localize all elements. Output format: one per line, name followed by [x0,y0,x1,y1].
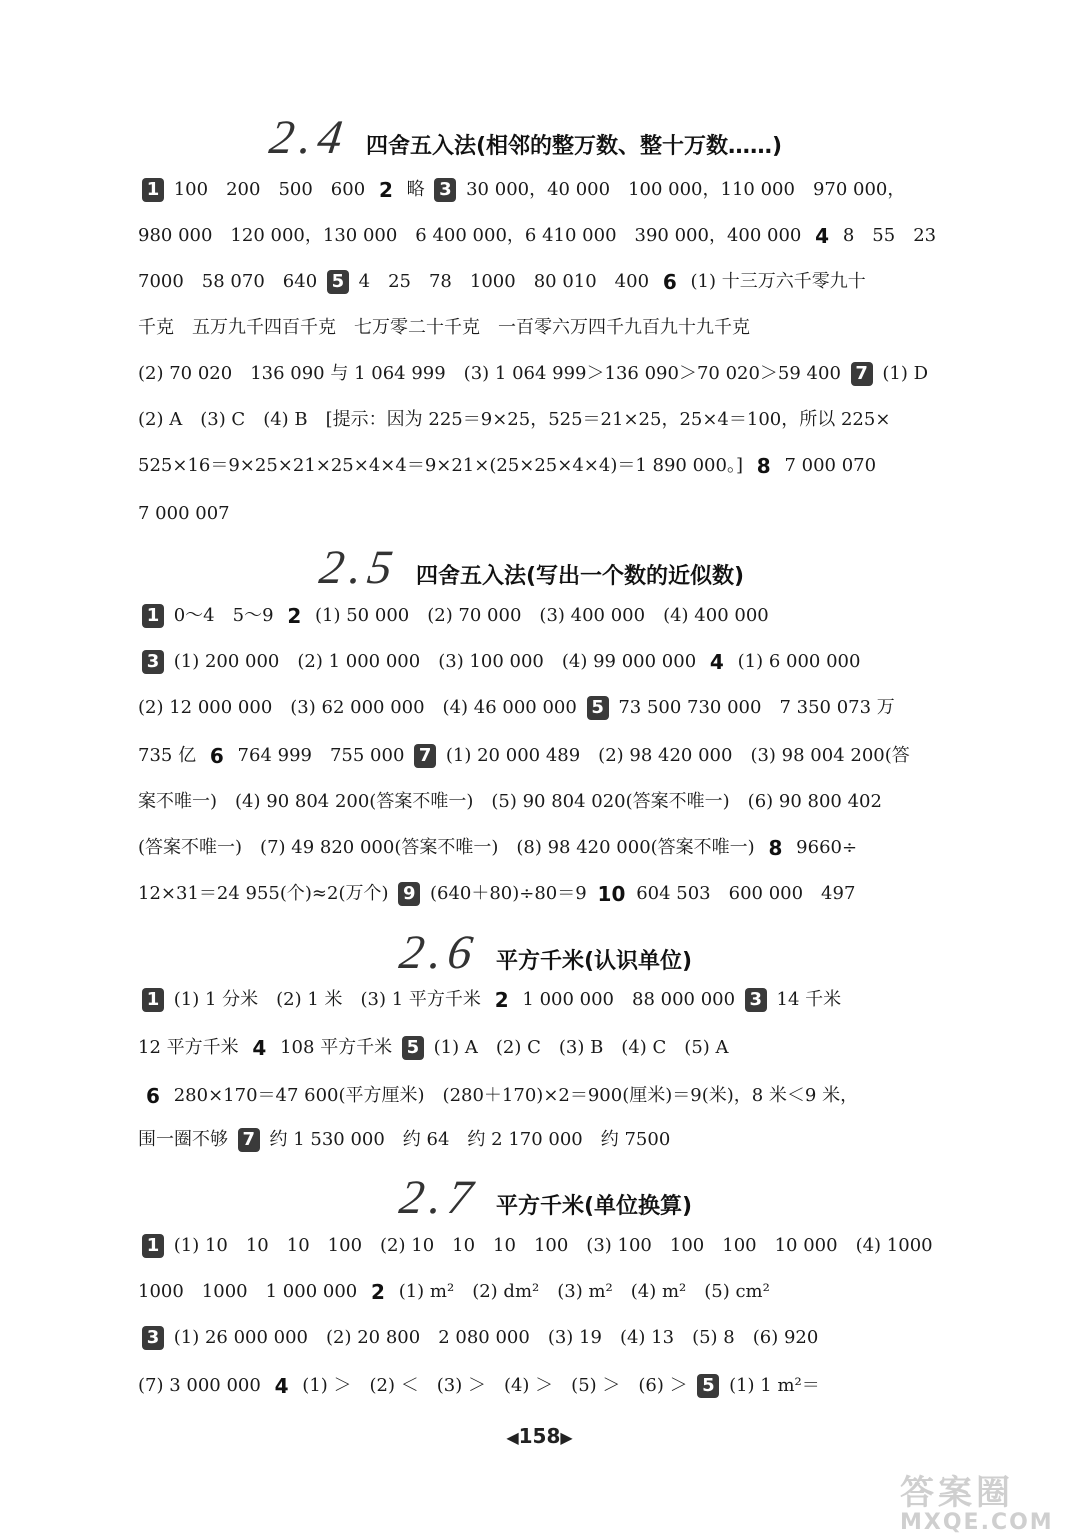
answer-line [138,404,988,436]
answer-text: 525×16＝9×25×21×25×4×4＝9×21×(25×25×4×4)＝1 890 000。] [138,455,743,476]
answer-text: 14 千米 [776,989,842,1010]
answer-line [138,1276,988,1308]
question-number-badge: 2 [494,988,509,1012]
question-number-badge: 4 [252,1036,267,1060]
question-number-badge: 1 [142,604,164,628]
question-number-badge: 5 [327,270,349,294]
answer-text: 4 25 78 1000 80 010 400 [358,271,650,292]
answer-line [138,692,988,724]
right-triangle-icon: ▶ [560,1428,573,1447]
question-number-badge: 3 [434,178,456,202]
answer-text: 604 503 600 000 497 [636,883,856,904]
answer-text: 30 000，40 000 100 000，110 000 970 000， [466,179,906,200]
section-number: 2.5 [316,541,402,594]
question-number-badge: 5 [402,1036,424,1060]
answer-text: (640＋80)÷80＝9 [429,883,587,904]
answer-text: (1) 20 000 489 (2) 98 420 000 (3) 98 004 200(答 [445,745,910,766]
answer-text: 7000 58 070 640 [138,271,318,292]
question-number-badge: 8 [756,454,771,478]
answer-text: 73 500 730 000 7 350 073 万 [618,697,895,718]
answer-text: 280×170＝47 600(平方厘米) (280＋170)×2＝900(厘米)＝9(米)，8 米＜9 米， [173,1085,859,1106]
answer-text: 围一圈不够 [138,1129,228,1150]
answer-text: 980 000 120 000，130 000 6 400 000，6 410 000 390 000，400 000 [138,225,802,246]
answer-text: 0～4 5～9 [173,605,274,626]
answer-line [138,984,988,1016]
answer-line [138,740,988,772]
question-number-badge: 7 [414,744,436,768]
answer-text: (1) ＞ (2) ＜ (3) ＞ (4) ＞ (5) ＞ (6) ＞ [302,1375,688,1396]
answer-text: 1000 1000 1 000 000 [138,1281,358,1302]
answer-text: 735 亿 [138,745,197,766]
answer-text: (1) 6 000 000 [737,651,861,672]
section-heading-2-4 [266,110,783,165]
question-number-badge: 1 [142,178,164,202]
answer-line [138,786,988,818]
answer-text: (1) 10 10 10 100 (2) 10 10 10 100 (3) 100 100 100 10 000 (4) 1000 [173,1235,933,1256]
answer-text: (2) 70 020 136 090 与 1 064 999 (3) 1 064 999＞136 090＞70 020＞59 400 [138,363,841,384]
watermark-url: MXQE.COM [900,1510,1054,1535]
answer-line [138,220,988,252]
question-number-badge: 9 [398,882,420,906]
answer-text: (1) D [882,363,929,384]
answer-text: (答案不唯一) (7) 49 820 000(答案不唯一) (8) 98 420 000(答案不唯一) [138,837,755,858]
question-number-badge: 4 [274,1374,289,1398]
page-number [0,1424,1079,1448]
question-number-badge: 3 [142,650,164,674]
question-number-badge: 6 [146,1084,160,1108]
watermark-logo [900,1465,1070,1533]
question-number-badge: 8 [768,836,783,860]
section-title: 四舍五入法(相邻的整万数、整十万数……) [366,134,783,159]
question-number-badge: 5 [697,1374,719,1398]
answer-text: 1 000 000 88 000 000 [522,989,736,1010]
answer-line [138,646,988,678]
answer-text: 12×31＝24 955(个)≈2(万个) [138,883,389,904]
left-triangle-icon: ◀ [506,1428,519,1447]
answer-text: 略 [406,179,425,200]
question-number-badge: 1 [142,1234,164,1258]
answer-text: 千克 五万九千四百千克 七万零二十千克 一百零六万四千九百九十九千克 [138,317,750,338]
question-number-badge: 10 [597,882,626,906]
answer-text: 8 55 23 [842,225,937,246]
section-title: 四舍五入法(写出一个数的近似数) [416,564,745,589]
answer-line [138,450,988,482]
question-number-badge: 6 [662,270,677,294]
answer-line [138,1370,988,1402]
watermark-text: 答案圈 [900,1473,1014,1513]
answer-text: 100 200 500 600 [173,179,366,200]
question-number-badge: 2 [371,1280,385,1304]
answer-text: 7 000 007 [138,503,230,524]
section-number: 2.7 [396,1171,482,1224]
answer-text: (2) 12 000 000 (3) 62 000 000 (4) 46 000 000 [138,697,577,718]
answer-line [138,266,988,298]
answer-text: (1) A (2) C (3) B (4) C (5) A [433,1037,729,1058]
question-number-badge: 4 [815,224,830,248]
section-number: 2.6 [396,926,482,979]
answer-text: (2) A (3) C (4) B [提示：因为 225＝9×25，525＝21×25，25×4＝100，所以 225× [138,409,891,430]
section-heading-2-6 [396,925,693,980]
answer-line [138,358,988,390]
answer-line [138,1230,988,1262]
answer-line [138,312,988,344]
answer-text: 764 999 755 000 [237,745,405,766]
answer-text: 9660÷ [796,837,858,858]
question-number-badge: 5 [587,696,609,720]
answer-text: (7) 3 000 000 [138,1375,261,1396]
question-number-badge: 7 [238,1128,260,1152]
answer-text: (1) 200 000 (2) 1 000 000 (3) 100 000 (4) 99 000 000 [173,651,697,672]
question-number-badge: 7 [851,362,873,386]
answer-text: (1) m² (2) dm² (3) m² (4) m² (5) cm² [398,1281,770,1302]
question-number-badge: 1 [142,988,164,1012]
answer-line [138,174,988,206]
answer-line [138,878,988,910]
answer-text: 108 平方千米 [280,1037,393,1058]
section-heading-2-7 [396,1170,693,1225]
answer-line [138,1124,988,1156]
answer-text: (1) 1 分米 (2) 1 米 (3) 1 平方千米 [173,989,481,1010]
answer-line [138,1032,988,1064]
question-number-badge: 3 [745,988,767,1012]
answer-line [138,498,988,530]
question-number-badge: 3 [142,1326,164,1350]
answer-line [138,1322,988,1354]
section-number: 2.4 [266,111,352,164]
answer-text: 12 平方千米 [138,1037,239,1058]
section-heading-2-5 [316,540,745,595]
answer-text: 案不唯一) (4) 90 804 200(答案不唯一) (5) 90 804 020(答案不唯一) (6) 90 800 402 [138,791,882,812]
question-number-badge: 2 [287,604,302,628]
page-number-value: 158 [518,1424,561,1448]
answer-line [138,832,988,864]
section-title: 平方千米(认识单位) [496,949,693,974]
question-number-badge: 4 [709,650,724,674]
answer-line [138,600,988,632]
answer-text: 约 1 530 000 约 64 约 2 170 000 约 7500 [269,1129,671,1150]
answer-text: (1) 50 000 (2) 70 000 (3) 400 000 (4) 400 000 [315,605,769,626]
answer-text: (1) 十三万六千零九十 [690,271,866,292]
answer-text: (1) 26 000 000 (2) 20 800 2 080 000 (3) 19 (4) 13 (5) 8 (6) 920 [173,1327,819,1348]
question-number-badge: 2 [378,178,393,202]
answer-line [138,1080,988,1112]
answer-text: 7 000 070 [784,455,877,476]
section-title: 平方千米(单位换算) [496,1194,693,1219]
question-number-badge: 6 [209,744,224,768]
answer-text: (1) 1 m²＝ [729,1375,820,1396]
